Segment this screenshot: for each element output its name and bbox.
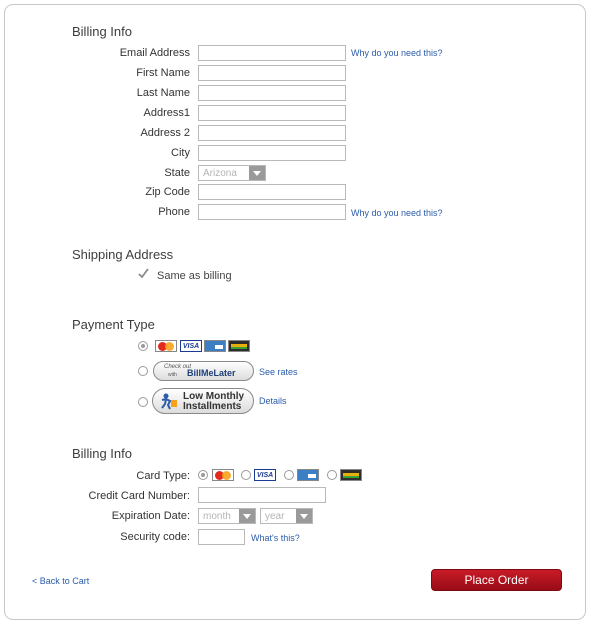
address2-label: Address 2 [140,127,190,139]
card-type-label: Card Type: [136,470,190,482]
payment-type-title: Payment Type [72,317,155,332]
card-type-mastercard-radio[interactable] [198,470,208,480]
card-type-visa-radio[interactable] [241,470,251,480]
security-code-field[interactable] [198,529,245,545]
expiration-month-select[interactable] [198,508,256,524]
installments-text-2: Installments [183,401,242,412]
visa-icon: VISA [180,340,202,352]
last-name-field[interactable] [198,85,346,101]
payment-installments-radio[interactable] [138,397,148,407]
mastercard-icon [212,469,234,481]
email-field[interactable] [198,45,346,61]
card-type-discover-radio[interactable] [327,470,337,480]
address2-field[interactable] [198,125,346,141]
first-name-label: First Name [136,67,190,79]
discover-icon [228,340,250,352]
see-rates-link[interactable]: See rates [259,367,298,377]
zip-label: Zip Code [145,186,190,198]
phone-why-link[interactable]: Why do you need this? [351,208,443,218]
email-why-link[interactable]: Why do you need this? [351,48,443,58]
city-label: City [171,147,190,159]
state-select-value: Arizona [203,167,237,179]
address1-label: Address1 [143,107,190,119]
checkmark-icon [138,268,149,279]
billing-info-title: Billing Info [72,24,132,39]
state-select[interactable] [198,165,266,181]
chevron-down-icon [239,509,255,523]
first-name-field[interactable] [198,65,346,81]
card-number-label: Credit Card Number: [88,490,190,502]
discover-icon [340,469,362,481]
installments-details-link[interactable]: Details [259,396,287,406]
card-number-field[interactable] [198,487,326,503]
same-as-billing-label: Same as billing [157,270,232,282]
card-billing-info-title: Billing Info [72,446,132,461]
expiration-label: Expiration Date: [111,510,190,522]
chevron-down-icon [249,166,265,180]
state-label: State [164,167,190,179]
last-name-label: Last Name [136,87,190,99]
expiration-year-select[interactable] [260,508,313,524]
phone-field[interactable] [198,204,346,220]
security-code-label: Security code: [120,531,190,543]
payment-credit-card-radio[interactable] [138,341,148,351]
amex-icon [204,340,226,352]
email-label: Email Address [119,47,190,59]
card-type-amex-radio[interactable] [284,470,294,480]
bml-checkout-text: Check out [164,364,192,370]
installments-badge[interactable] [152,388,254,414]
bill-me-later-badge[interactable] [153,361,254,381]
place-order-button[interactable]: Place Order [431,569,562,591]
chevron-down-icon [296,509,312,523]
bml-with-text: with [168,372,177,378]
person-hourglass-icon [159,392,179,411]
city-field[interactable] [198,145,346,161]
address1-field[interactable] [198,105,346,121]
visa-icon: VISA [254,469,276,481]
zip-field[interactable] [198,184,346,200]
amex-icon [297,469,319,481]
year-select-value: year [265,510,285,522]
bml-brand-text: BillMeLater [187,368,236,378]
payment-bill-me-later-radio[interactable] [138,366,148,376]
mastercard-icon [155,340,177,352]
same-as-billing-checkbox[interactable] [138,268,149,279]
phone-label: Phone [158,206,190,218]
month-select-value: month [203,510,231,522]
security-whats-this-link[interactable]: What's this? [251,533,300,543]
installments-text-1: Low Monthly [183,391,245,402]
back-to-cart-link[interactable]: < Back to Cart [32,576,90,586]
shipping-address-title: Shipping Address [72,247,174,262]
